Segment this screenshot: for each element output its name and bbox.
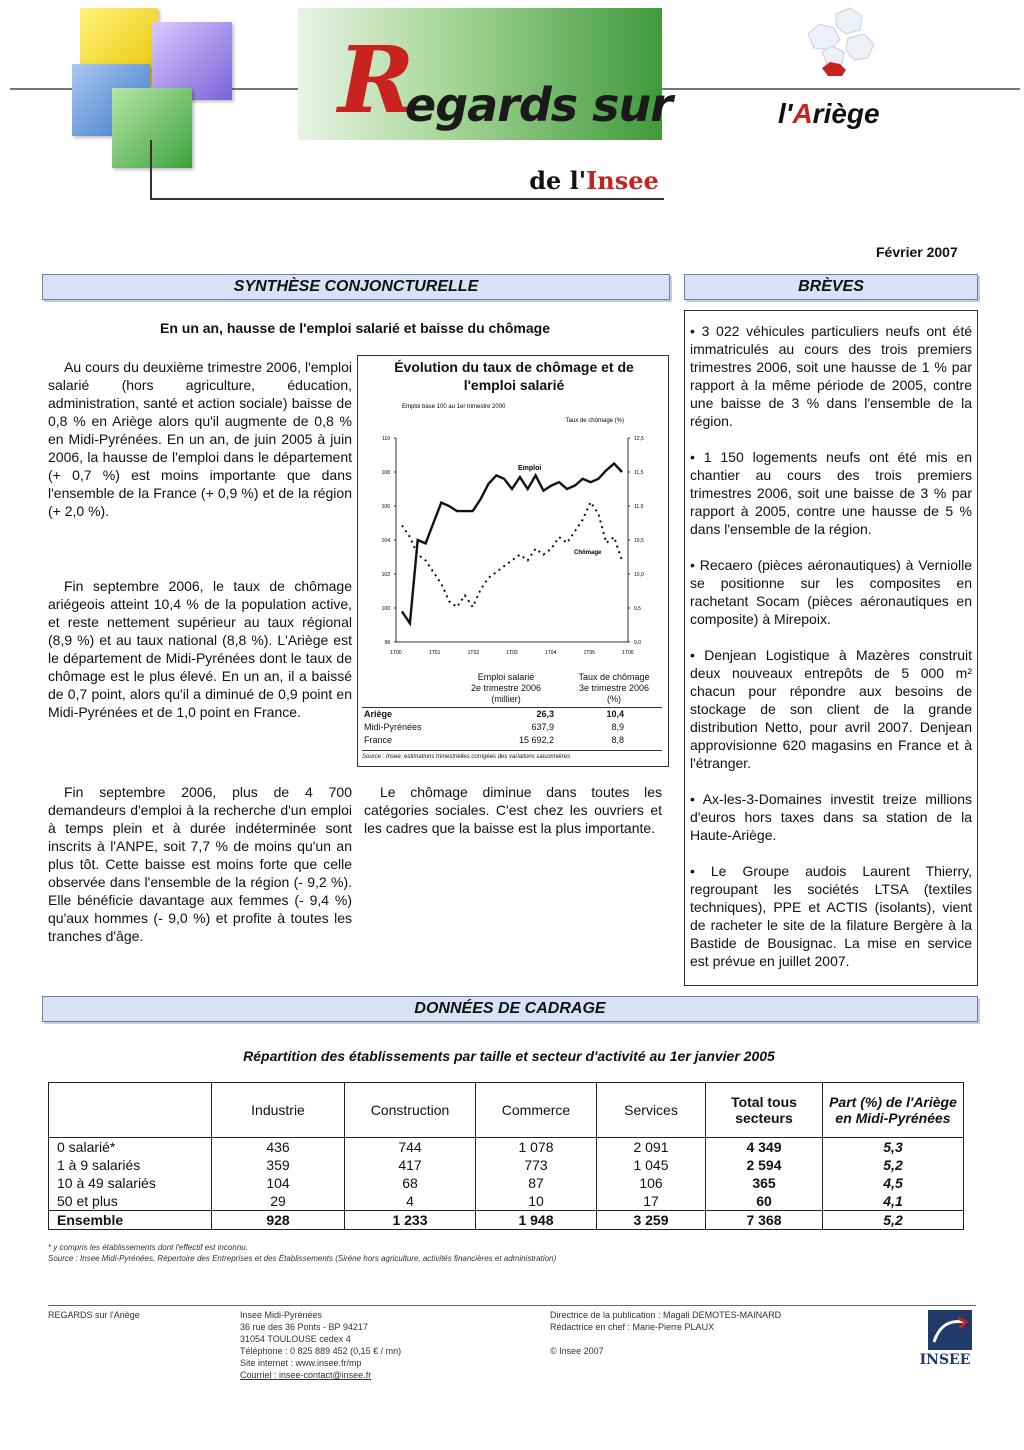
- table-row: [49, 1192, 964, 1211]
- chart-right-tick: 11,5: [634, 470, 644, 476]
- chart-col-chomage-header: [566, 672, 662, 705]
- chart-table: [364, 708, 662, 747]
- row-chomage: 10,4: [606, 709, 624, 719]
- chart-x-tick: 1T03: [506, 650, 518, 656]
- chart-x-tick: 1T01: [428, 650, 441, 656]
- chart-table-row: [364, 721, 662, 734]
- footer-address-line: Site internet : www.insee.fr/mp: [240, 1358, 362, 1368]
- table-cell: 29: [212, 1192, 345, 1211]
- table-cell: 4 349: [706, 1138, 823, 1157]
- chart-left-tick: 100: [381, 606, 390, 612]
- department-title: l'Ariège: [778, 98, 880, 129]
- footer-credit-line: Directrice de la publication : Magali DEMOTES-MAINARD: [550, 1310, 782, 1320]
- logo-title: egards sur: [405, 78, 672, 132]
- footer-credit-line: [550, 1333, 781, 1345]
- table-cell: 359: [212, 1156, 345, 1174]
- table-cell: 928: [212, 1211, 345, 1230]
- table-row: [49, 1138, 964, 1157]
- col-header: Services: [597, 1083, 706, 1138]
- table-cell: 2 091: [597, 1138, 706, 1157]
- chart-col-emploi-l1: Emploi salarié: [477, 672, 535, 682]
- footer-credit-line: Rédactrice en chef : Marie-Pierre PLAUX: [550, 1322, 715, 1332]
- row-emploi: 26,3: [536, 709, 554, 719]
- chart-x-tick: 1T02: [467, 650, 480, 656]
- table-cell: 5,2: [823, 1156, 964, 1174]
- table-cell: 436: [212, 1138, 345, 1157]
- table-cell: 4,1: [823, 1192, 964, 1211]
- chart-left-tick: 106: [381, 504, 390, 510]
- table-cell: 1 045: [597, 1156, 706, 1174]
- footer-rule: [48, 1305, 976, 1306]
- table-header-row: [49, 1083, 964, 1138]
- chart-col-chomage-l1: Taux de chômage: [578, 672, 650, 682]
- insee-logo-icon: [928, 1310, 972, 1350]
- issue-date: Février 2007: [876, 244, 958, 260]
- chart-col-emploi-header: [458, 672, 554, 705]
- chart-right-axis-label: Taux de chômage (%): [565, 418, 624, 424]
- table-cell: 1 078: [476, 1138, 597, 1157]
- chart-left-axis-label: Emploi base 100 au 1er trimestre 2000: [402, 404, 506, 410]
- chart-col-chomage-l2: 3e trimestre 2006: [578, 683, 650, 693]
- table-cell: 60: [706, 1192, 823, 1211]
- breve-item: • Ax-les-3-Domaines investit treize millions d'euros hors taxes dans sa station de la Haute-Ariège.: [690, 791, 972, 843]
- chart-col-chomage-l3: (%): [607, 694, 621, 704]
- breve-item: • Denjean Logistique à Mazères construit deux nouveaux entrepôts de 5 000 m² chacun pour répondre aux besoins de stockage de son client de la grande distribution Netto, pour avril 2007. Denjean approvisionne 620 magasins en France et à l'étranger.: [690, 647, 972, 771]
- row-label: 1 à 9 salariés: [49, 1156, 212, 1174]
- table-cell: 4: [345, 1192, 476, 1211]
- chart-right-tick: 11,0: [634, 504, 644, 510]
- breve-item: • 1 150 logements neufs ont été mis en chantier au cours des trois premiers trimestres 2006, soit une baisse de 3 % par rapport à 2005, contre une hausse de 5 % dans l'ensemble de la région.: [690, 449, 972, 537]
- row-label: Ensemble: [49, 1211, 212, 1230]
- chart-x-tick: 1T06: [622, 650, 634, 656]
- chart-left-tick: 98: [384, 640, 390, 646]
- chart-right-tick: 12,5: [634, 436, 644, 442]
- footer-address-line: 31054 TOULOUSE cedex 4: [240, 1334, 351, 1344]
- section-synthese-title: SYNTHÈSE CONJONCTURELLE: [42, 274, 670, 300]
- table-cell: 106: [597, 1174, 706, 1192]
- synthese-paragraph-2: Fin septembre 2006, le taux de chômage ariégeois atteint 10,4 % de la population active, et reste nettement supérieur au taux régional (8,9 %) et au taux national (8,8 %). L'Ariège est le département de Midi-Pyrénées dont le taux de chômage est le plus élevé. En un an, il a baissé de 0,7 point, alors qu'il a diminué de 0,9 point en Midi-Pyrénées et de 1,0 point en France.: [48, 578, 352, 720]
- table-cell: 365: [706, 1174, 823, 1192]
- chart-table-row: [364, 708, 662, 721]
- chart-table-row: [364, 734, 662, 747]
- table-total-row: [49, 1211, 964, 1230]
- table-cell: 3 259: [597, 1211, 706, 1230]
- table-cell: 1 233: [345, 1211, 476, 1230]
- footer-credits: [550, 1309, 781, 1357]
- row-label: 0 salarié*: [49, 1138, 212, 1157]
- table-cell: 7 368: [706, 1211, 823, 1230]
- row-chomage: 8,9: [611, 722, 624, 732]
- chart-left-tick: 110: [382, 436, 390, 442]
- table-cell: 773: [476, 1156, 597, 1174]
- insee-logo-text: INSEE: [919, 1352, 971, 1368]
- chart-left-tick: 108: [381, 470, 390, 476]
- breve-item: • Recaero (pièces aéronautiques) à Verniolle se positionne sur les composites en rachetant Socam (pièces aéronautiques en composite) à Mirepoix.: [690, 557, 972, 627]
- row-chomage: 8,8: [611, 735, 624, 745]
- table-cell: 417: [345, 1156, 476, 1174]
- table-cell: 104: [212, 1174, 345, 1192]
- chart-left-tick: 104: [381, 538, 390, 544]
- table-cell: 5,2: [823, 1211, 964, 1230]
- chart-x-tick: 1T04: [544, 650, 557, 656]
- row-label: 50 et plus: [49, 1192, 212, 1211]
- chart-right-tick: 10,5: [634, 538, 644, 544]
- breve-item: • Le Groupe audois Laurent Thierry, regroupant les sociétés LTSA (textiles techniques), PPE et ACTIS (isolants), vient de racheter le site de la filature Bergère à la Bastide de Bousignac. La mise en service est prévue en juillet 2007.: [690, 863, 972, 969]
- footer-credit-line: © Insee 2007: [550, 1346, 604, 1356]
- chart-x-tick: 1T00: [390, 650, 402, 656]
- chart-left-tick: 102: [381, 572, 390, 578]
- col-header: Construction: [345, 1083, 476, 1138]
- cadrage-table-title: Répartition des établissements par taille et secteur d'activité au 1er janvier 2005: [243, 1048, 775, 1064]
- chart-source: Source : Insee, estimations trimestrielles corrigées des variations saisonnières: [362, 750, 662, 763]
- breve-item: • 3 022 véhicules particuliers neufs ont été immatriculés au cours des trois premiers trimestres 2006, soit une hausse de 1 % par rapport à la même période de 2005, contre une baisse de 3 % dans l'ensemble de la région.: [690, 323, 972, 429]
- chart-series-emploi: [402, 464, 622, 624]
- chart-series-label-emploi: Emploi: [518, 465, 542, 472]
- table-row: [49, 1156, 964, 1174]
- row-emploi: 15 692,2: [518, 735, 554, 745]
- synthese-paragraph-1: Au cours du deuxième trimestre 2006, l'emploi salarié (hors agriculture, éducation, administration, santé et action sociale) baisse de 0,8 % en Ariège alors qu'il augmente de 0,8 % en Midi-Pyrénées. En un an, de juin 2005 à juin 2006, la hausse de l'emploi dans le département (+ 0,7 %) est moins importante que dans l'ensemble de la France (+ 0,9 %) et de la région (+ 2,0 %).: [48, 359, 352, 519]
- table-corner: [49, 1083, 212, 1138]
- chart-right-tick: 10,0: [634, 572, 644, 578]
- table-cell: 87: [476, 1174, 597, 1192]
- col-header: Part (%) de l'Ariège en Midi-Pyrénées: [823, 1083, 964, 1138]
- footer-address-line: 36 rue des 36 Ponts - BP 94217: [240, 1322, 368, 1332]
- synthese-paragraph-4: Le chômage diminue dans toutes les catégories sociales. C'est chez les ouvriers et les cadres que la baisse est la plus importante.: [364, 784, 662, 836]
- table-cell: 744: [345, 1138, 476, 1157]
- footer-address-line: Insee Midi-Pyrénées: [240, 1310, 323, 1320]
- col-header: Total tous secteurs: [706, 1083, 823, 1138]
- row-label: France: [364, 735, 393, 745]
- table-cell: 68: [345, 1174, 476, 1192]
- synthese-headline: En un an, hausse de l'emploi salarié et baisse du chômage: [159, 320, 550, 336]
- table-cell: 1 948: [476, 1211, 597, 1230]
- ariege-map-icon: [788, 4, 888, 86]
- chart-right-tick: 9,5: [634, 606, 641, 612]
- table-cell: 2 594: [706, 1156, 823, 1174]
- establishments-table: [48, 1082, 964, 1230]
- footer-email-link[interactable]: Courriel : insee-contact@insee.fr: [240, 1370, 372, 1380]
- row-label: 10 à 49 salariés: [49, 1174, 212, 1192]
- table-cell: 10: [476, 1192, 597, 1211]
- row-label: Ariège: [364, 709, 393, 719]
- row-label: Midi-Pyrénées: [364, 722, 422, 732]
- chart-x-tick: 1T05: [583, 650, 596, 656]
- section-breves-title: BRÈVES: [684, 274, 978, 300]
- footer-publication: REGARDS sur l'Ariège: [48, 1310, 140, 1320]
- section-cadrage-title: DONNÉES DE CADRAGE: [42, 996, 978, 1022]
- table-cell: 5,3: [823, 1138, 964, 1157]
- logo-de-insee: de l'Insee: [529, 166, 659, 195]
- table-cell: 4,5: [823, 1174, 964, 1192]
- footer-address: [240, 1309, 401, 1381]
- chart-col-emploi-l2: 2e trimestre 2006: [470, 683, 542, 693]
- table-row: [49, 1174, 964, 1192]
- chart-right-tick: 9,0: [634, 640, 641, 646]
- chart-series-label-chomage: Chômage: [574, 550, 602, 556]
- table-cell: 17: [597, 1192, 706, 1211]
- col-header: Industrie: [212, 1083, 345, 1138]
- footer-address-line: Téléphone : 0 825 889 452 (0,15 € / mn): [240, 1346, 402, 1356]
- synthese-paragraph-3: Fin septembre 2006, plus de 4 700 demandeurs d'emploi à la recherche d'un emploi à temps plein et à durée indéterminée sont inscrits à l'ANPE, soit 7,7 % de moins qu'un an plus tôt. Cette baisse est moins forte que celle observée dans l'ensemble de la région (- 9,2 %). Elle bénéficie davantage aux femmes (- 9,4 %) qu'aux hommes (- 9,0 %) et profite à toutes les tranches d'âge.: [48, 784, 352, 944]
- chart-col-emploi-l3: (millier): [491, 694, 521, 704]
- chart-title: Évolution du taux de chômage et de l'emploi salarié: [394, 359, 634, 393]
- logo-letter-r: R: [338, 26, 415, 134]
- table-source: Source : Insee Midi-Pyrénées, Répertoire des Entreprises et des Établissements (Sirène hors agriculture, activités financières et administration): [48, 1254, 557, 1263]
- row-emploi: 637,9: [531, 722, 554, 732]
- col-header: Commerce: [476, 1083, 597, 1138]
- table-footnote: * y compris les établissements dont l'effectif est inconnu.: [48, 1243, 248, 1252]
- breves-list: [690, 322, 972, 970]
- chart-plot: [358, 396, 666, 666]
